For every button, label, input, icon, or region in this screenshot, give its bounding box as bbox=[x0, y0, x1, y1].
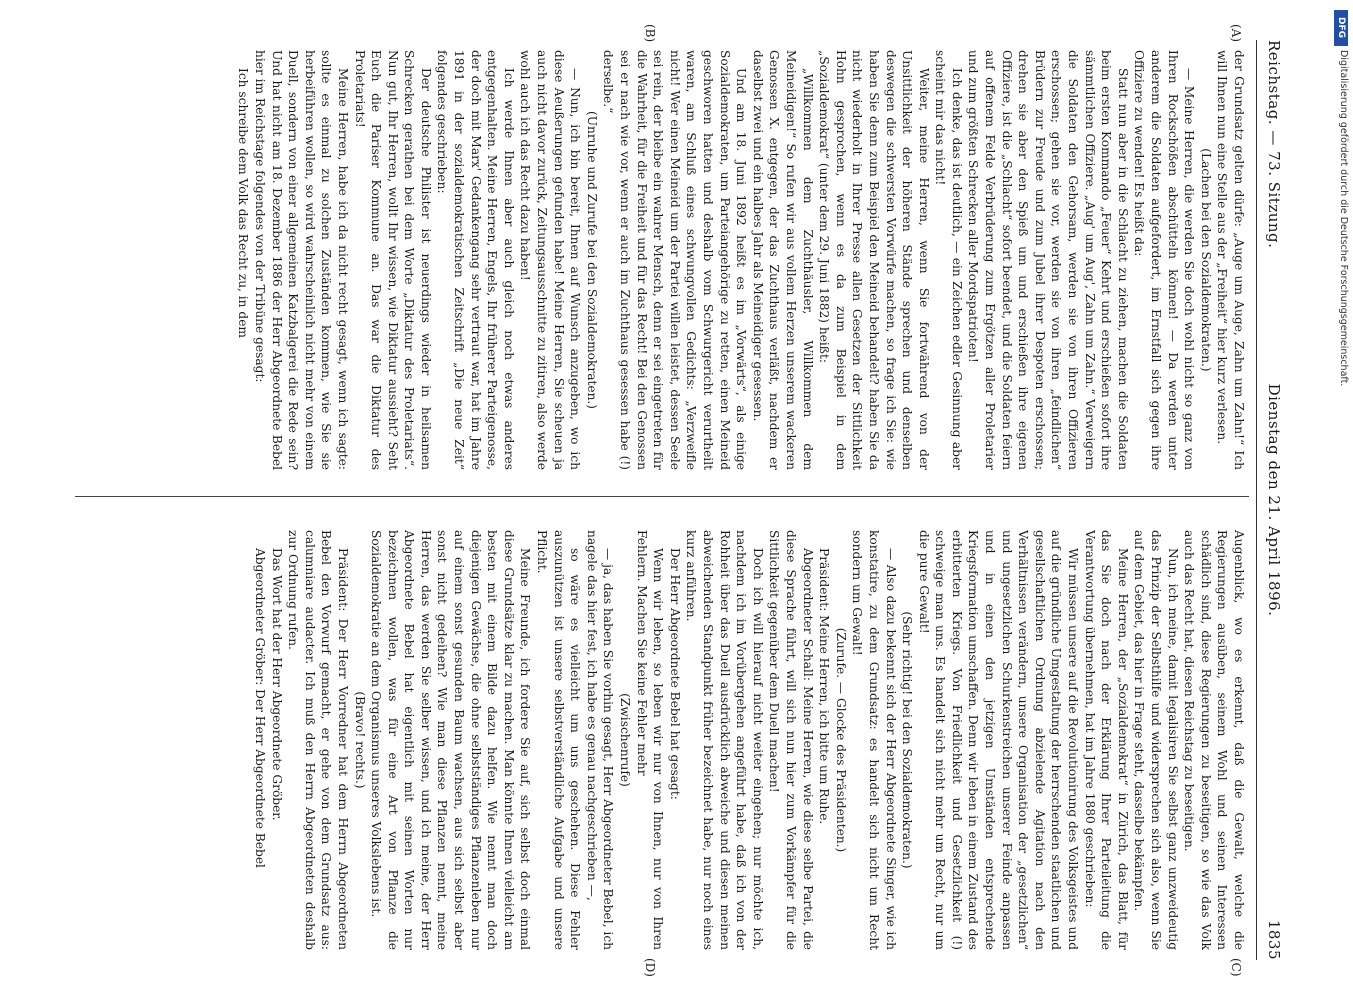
paragraph: Wir müssen unsere auf die Revolutionirung des Volksgeistes und auf die gründliche Umgestaltung der herrschenden staatlichen und gesellschaftlichen Ordnung abzielende Agitation nach den Verhältnissen verändern, unsere Organisation der „gesetzlichen“ und ungesetzlichen Schurkenstreichen unserer Feinde anpassen und in einen den jetzigen Umständen entsprechende Kriegsformation umschaffen. Denn wir leben in einem Zustand des erbitterten Kriegs. Von Friedlichkeit und Gesetzlichkeit (!) schweige man uns. Es handelt sich nicht mehr um Recht, nur um die pure Gewalt! bbox=[916, 530, 1080, 950]
dfg-text: Digitalisierung gefördert durch die Deutsche Forschungsgemeinschaft. bbox=[1338, 50, 1349, 387]
paragraph: Ich werde Ihnen aber auch gleich noch etwas anderes entgegenhalten. Meine Herren, Engels, Ihr früherer Parteigenosse, der doch mit Marx' Gedankengang sehr vertraut war, hat im Jahre 1891 in der sozialdemokratischen Zeitschrift „Die neue Zeit“ folgendes geschrieben: bbox=[435, 50, 516, 470]
paragraph: so wäre es vielleicht um uns geschehen. Diese Fehler auszunützen ist unsere selbstverständliche Aufgabe und unsere Pflicht. bbox=[534, 530, 582, 950]
paragraph: Präsident: Der Herr Vorredner hat dem Herrn Abgeordneten Bebel den Vorwurf gemacht, er gehe von dem Grundsatz aus: calumniare audacter. Ich muß den Herrn Abgeordneten deshalb zur Ordnung rufen. bbox=[285, 530, 350, 950]
margin-marker-c: (C) bbox=[1228, 958, 1243, 977]
header-left: Reichstag. — 73. Sitzung. bbox=[1264, 40, 1283, 249]
left-column bbox=[77, 50, 1247, 470]
header-date: Dienstag den 21. April 1896. bbox=[1264, 383, 1283, 617]
paragraph: Abgeordneter Gröber: Der Herr Abgeordnete Bebel bbox=[252, 548, 267, 868]
paragraph: Ich schreibe dem Volk das Recht zu, in dem bbox=[235, 68, 250, 338]
margin-marker-a: (A) bbox=[1228, 24, 1243, 43]
paragraph: der Grundsatz gelten dürfe: „Auge um Auge, Zahn um Zahn!“ Ich will Ihnen nun eine Stelle aus der „Freiheit“ hier kurz verlesen. bbox=[1214, 50, 1246, 470]
paragraph: Statt nun aber in die Schlacht zu ziehen, machen die Soldaten beim ersten Kommando „Feuer“ Kehrt und erschießen sofort ihre sämmtlichen Offiziere. „Aug' um Aug', Zahn um Zahn.“ Verweigern die Soldaten den Gehorsam, werden sie von ihren Offizieren erschossen; gehen sie vor, werden sie von ihren „feindlichen“ Brüdern zur Freude und zum Jubel ihrer Despoten erschossen; drehen sie aber den Spieß um und erschießen ihre eigenen Offiziere, ist die „Schlacht“ sofort beendet, und die Soldaten feiern auf offenem Felde Verbrüderung zum Ergötzen aller Proletarier und zum größten Schrecken aller Mordspatrioten! bbox=[966, 50, 1130, 470]
paragraph: Ich denke, das ist deutlich, — ein Zeichen edler Gesinnung aber scheint mir das nicht! bbox=[932, 50, 964, 470]
paragraph: (Bravo! rechts.) bbox=[352, 691, 367, 789]
margin-marker-d: (D) bbox=[642, 958, 657, 977]
paragraph: (Lachen bei den Sozialdemokraten.) bbox=[1198, 148, 1213, 372]
paragraph: Und am 18. Juni 1892 heißt es im „Vorwärts“, als einige Sozialdemokraten, um Parteiangehörige zu retten, einen Meineid geschworen hatten und deshalb vom Schwurgericht verurtheilt waren, am Schluß eines schwungvollen Gedichts: „Verzweifle nicht! Wer einen Meineid um der Partei willen leistet, dessen Seele sei rein, der bleibe ein wahrer Mensch, denn er sei eingetreten für die Wahrheit, für die Freiheit und für das Recht! Bei den Genossen sei er nach wie vor, wenn er auch im Zuchthaus gesessen habe (!) derselbe.“ bbox=[600, 50, 748, 470]
paragraph: Das Wort hat der Herr Abgeordnete Gröber. bbox=[269, 548, 284, 821]
paragraph: (Zurufe. — Glocke des Präsidenten.) bbox=[833, 627, 848, 853]
paragraph: (Unruhe und Zurufe bei den Sozialdemokraten.) bbox=[584, 110, 599, 410]
paragraph: Wenn wir leben, so leben wir nur von Ihnen, nur von Ihren Fehlern. Machen Sie keine Fehler mehr bbox=[634, 530, 665, 950]
paragraph: — Meine Herren, die werden Sie doch wohl nicht so ganz von Ihren Rockschößen abschütteln können! — Da werden unter anderem die Soldaten aufgefordert, im Ernstfall sich gegen ihre Offiziere zu wenden! Es heißt da: bbox=[1131, 50, 1196, 470]
column-divider bbox=[75, 496, 1249, 497]
page-number: 1835 bbox=[1264, 919, 1283, 960]
paragraph: Doch ich will hierauf nicht weiter eingehen; nur möchte ich, nachdem ich im Vorübergehen angeführt habe, daß ich von der Rohheit über das Duell ausdrücklich abweiche und diesen meinen abweichenden Standpunkt früher bezeichnet habe, nur noch eines kurz anführen. bbox=[683, 530, 765, 950]
paragraph: — Nun, ich bin bereit, Ihnen auf Wunsch anzugeben, wo ich diese Aeußerungen gefunden habe! Meine Herren, Sie scheuen ja auch nicht davor zurück, Zeitungsausschnitte zu zitiren, also werde wohl auch ich das Recht dazu haben! bbox=[517, 50, 582, 470]
paragraph: — Also dazu bekennt sich der Herr Abgeordnete Singer, wie ich konstatire, zu dem Grundsatz: es handelt sich nicht um Recht sondern um Gewalt! bbox=[849, 530, 898, 950]
paragraph: Meine Herren, habe ich da nicht recht gesagt, wenn ich sagte: sollte es einmal zu solchen Zuständen kommen, wie Sie sie herbeiführen wollen, so wird wahrscheinlich nicht mehr von einem Duell, sondern von einer allgemeinen Katzbalgerei die Rede sein? Und hat nicht am 18. Dezember 1886 der Herr Abgeordnete Bebel hier im Reichstage folgendes von der Tribüne gesagt: bbox=[252, 50, 350, 470]
paragraph: Der Herr Abgeordnete Bebel hat gesagt: bbox=[667, 548, 682, 800]
paragraph: Der deutsche Philister ist neuerdings wieder in heilsamen Schrecken gerathen bei dem Worte „Diktatur des Proletariats“. Nun gut, Ihr Herren, wollt Ihr wissen, wie Diktatur aussieht? Seht Euch die Pariser Kommune an. Das war die Diktatur des Proletariats! bbox=[352, 50, 433, 470]
dfg-attribution bbox=[1333, 10, 1349, 990]
paragraph: Nun, ich meine, damit legalisiren Sie selbst ganz unzweideutig das Prinzip der Selbsthilfe und widersprechen sich also, wenn Sie auf dem Gebiet, das hier in Frage steht, dasselbe bekämpfen. bbox=[1131, 530, 1180, 950]
paragraph: Meine Freunde, ich fordere Sie auf, sich selbst doch einmal diese Grundsätze klar zu machen. Man könnte Ihnen vielleicht am besten mit einem Bilde dazu helfen. Wie nennt man doch diejenigen Gewächse, die ohne selbstständiges Pflanzenleben nur auf einem sonst gesunden Baum wachsen, aus sich selbst aber sonst nicht gedeihen? Wie man diese Pflanzen nennt, meine Herren, das werden Sie selber wissen, und ich meine, der Herr Abgeordnete Bebel hat eigentlich mit seinen Worten nur bezeichnen wollen, was für eine Art von Pflanze die Sozialdemokratie an dem Organismus unseres Volkslebens ist. bbox=[368, 530, 532, 950]
paragraph: Abgeordneter Schall: Meine Herren, wie diese selbe Partei, die diese Sprache führt, will sich nun hier zum Vorkämpfer für die Sittlichkeit gegenüber dem Duell machen! bbox=[766, 530, 815, 950]
right-column bbox=[77, 530, 1247, 950]
paragraph: (Sehr richtig! bei den Sozialdemokraten.) bbox=[899, 611, 914, 869]
header-rule bbox=[1256, 40, 1257, 960]
paragraph: Weiter, meine Herren, wenn Sie fortwährend von der Unsittlichkeit der höheren Stände sprechen und denselben deswegen die schwersten Vorwürfe machen, so frage ich Sie: wie haben Sie denn zum Beispiel den Meineid behandelt? haben Sie da nicht wiederholt in Ihrer Presse allen Gesetzen der Sittlichkeit Hohn gesprochen, wenn es da zum Beispiel in dem „Sozialdemokrat“ (unter dem 29. Juni 1882) heißt: bbox=[816, 50, 931, 470]
paragraph: Meine Herren, der „Sozialdemokrat“ in Zürich, das Blatt, für das Sie doch nach der Erklärung Ihrer Parteileitung die Verantwortung übernehmen, hat im Jahre 1880 geschrieben: bbox=[1082, 530, 1130, 950]
page-header bbox=[1259, 40, 1287, 960]
paragraph: (Zwischenrufe) bbox=[617, 693, 632, 787]
paragraph: — ja, das haben Sie vorhin gesagt, Herr Abgeordneter Bebel, ich nagele das hier fest, ich habe es genau nachgeschrieben —, bbox=[584, 530, 615, 950]
margin-marker-b: (B) bbox=[642, 24, 657, 43]
document-page bbox=[57, 20, 1297, 980]
dfg-logo: DFG bbox=[1334, 10, 1348, 46]
paragraph: „Willkommen dem Zuchthäusler, Willkommen dem Meineidigen!“ So rufen wir aus vollem Herzen unserem wackeren Genossen X. entgegen, der das Zuchthaus verläßt, nachdem er daselbst zwei und ein halbes Jahr als Meineidiger gesessen. bbox=[750, 50, 815, 470]
paragraph: Augenblick, wo es erkennt, daß die Gewalt, welche die Regierungen ausüben, seinem Wohl und seinen Interessen schädlich sind, diese Regierungen zu beseitigen, so wie das Volk auch das Recht hat, diesen Reichstag zu beseitigen. bbox=[1181, 530, 1246, 950]
paragraph: Präsident: Meine Herren, ich bitte um Ruhe. bbox=[816, 548, 831, 825]
